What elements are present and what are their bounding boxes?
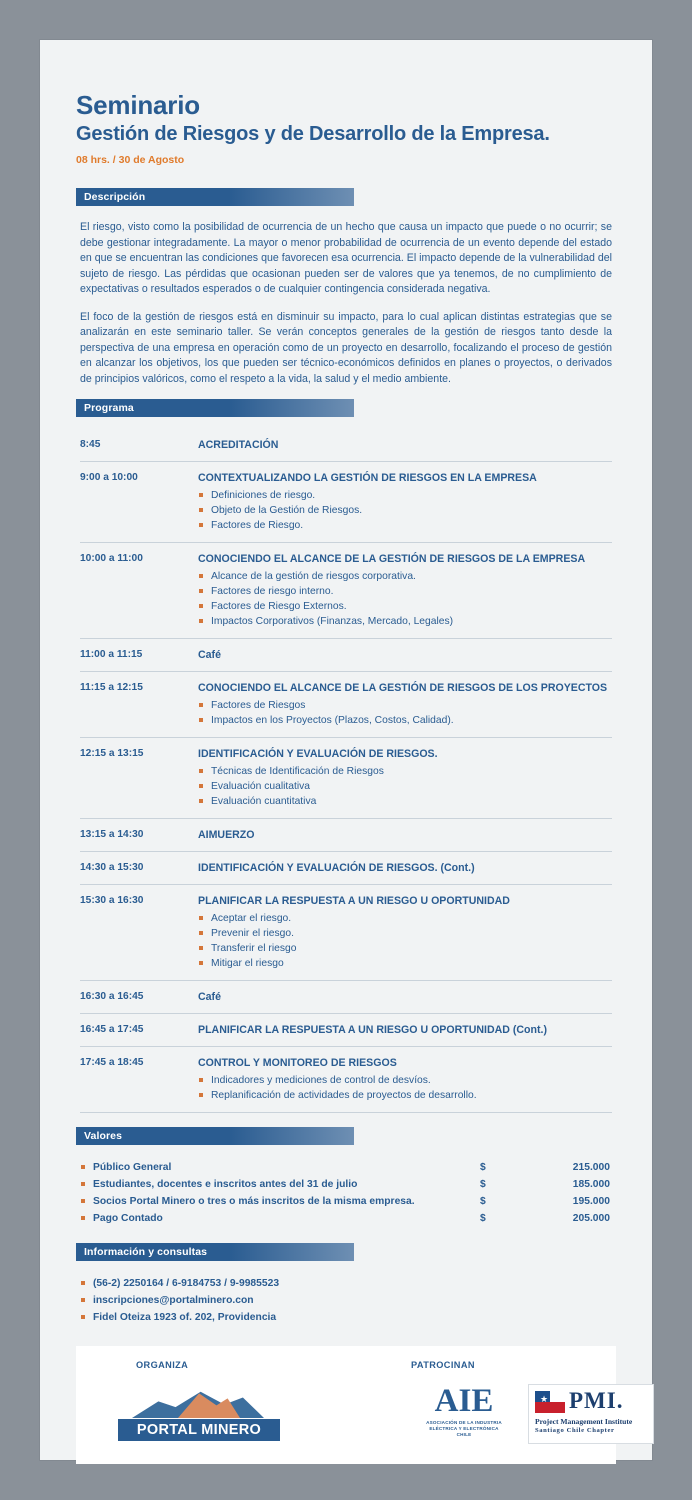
- programa-row-time: 12:15 a 13:15: [80, 748, 144, 759]
- programa-row: [80, 981, 612, 1014]
- valores-row: [80, 1210, 612, 1227]
- flag-white-band: [550, 1391, 565, 1402]
- aie-line-1: ASOCIACIÓN DE LA INDUSTRIA: [426, 1420, 502, 1425]
- valores-amount: 215.000: [572, 1162, 610, 1173]
- programa-item: Factores de riesgo interno.: [198, 584, 612, 599]
- event-datetime: 08 hrs. / 30 de Agosto: [76, 154, 185, 166]
- programa-item: Prevenir el riesgo.: [198, 926, 612, 941]
- programa-row: [80, 429, 612, 462]
- programa-row-body: [198, 861, 612, 875]
- programa-row-time: 9:00 a 10:00: [80, 472, 138, 483]
- programa-row: [80, 462, 612, 543]
- section-label-programa: Programa: [84, 402, 134, 414]
- valores-currency: $: [480, 1196, 486, 1207]
- informacion-list: [52, 1261, 640, 1326]
- valores-amount: 185.000: [572, 1179, 610, 1190]
- programa-row-heading: CONOCIENDO EL ALCANCE DE LA GESTIÓN DE RIESGOS DE LOS PROYECTOS: [198, 682, 608, 694]
- aie-line-2: ELÉCTRICA Y ELECTRÓNICA: [429, 1426, 499, 1431]
- programa-row-heading: AIMUERZO: [198, 829, 255, 841]
- valores-label: Estudiantes, docentes e inscritos antes del 31 de julio: [80, 1176, 480, 1193]
- page-title: Seminario: [76, 90, 200, 120]
- programa-row-body: [198, 1056, 612, 1103]
- poster-content: [52, 52, 640, 1448]
- valores-amount: 195.000: [572, 1196, 610, 1207]
- programa-row: [80, 819, 612, 852]
- organiza-label: ORGANIZA: [136, 1360, 189, 1370]
- valores-currency: $: [480, 1179, 486, 1190]
- portal-minero-wordmark: [118, 1419, 280, 1441]
- programa-row-items: [198, 488, 612, 533]
- programa-item: Impactos Corporativos (Finanzas, Mercado, Legales): [198, 614, 612, 629]
- programa-item: Indicadores y mediciones de control de desvíos.: [198, 1073, 612, 1088]
- informacion-item[interactable]: inscripciones@portalminero.con: [80, 1292, 612, 1309]
- programa-item: Mitigar el riesgo: [198, 956, 612, 971]
- informacion-item: Fidel Oteiza 1923 of. 202, Providencia: [80, 1309, 612, 1326]
- programa-row-items: [198, 911, 612, 971]
- section-label-informacion: Información y consultas: [84, 1246, 208, 1258]
- page-subtitle: Gestión de Riesgos y de Desarrollo de la Empresa.: [76, 123, 550, 145]
- programa-row: [80, 1014, 612, 1047]
- programa-item: Transferir el riesgo: [198, 941, 612, 956]
- programa-row-heading: Café: [198, 991, 221, 1003]
- descripcion-section: [52, 188, 640, 206]
- portal-minero-text: PORTAL MINERO: [136, 1422, 262, 1438]
- programa-row-heading: Café: [198, 649, 221, 661]
- programa-row: [80, 672, 612, 738]
- informacion-item: (56-2) 2250164 / 6-9184753 / 9-9985523: [80, 1275, 612, 1292]
- valores-table: [52, 1145, 640, 1227]
- programa-row-heading: IDENTIFICACIÓN Y EVALUACIÓN DE RIESGOS. (Cont.): [198, 862, 475, 874]
- programa-row-time: 11:00 a 11:15: [80, 649, 143, 660]
- valores-amount: 205.000: [572, 1213, 610, 1224]
- programa-row-time: 14:30 a 15:30: [80, 862, 144, 873]
- valores-row: [80, 1176, 612, 1193]
- aie-logo: [416, 1382, 512, 1448]
- pmi-chapter: Santiago Chile Chapter: [535, 1427, 615, 1434]
- programa-row-heading: ACREDITACIÓN: [198, 439, 279, 451]
- programa-row-heading: CONOCIENDO EL ALCANCE DE LA GESTIÓN DE RIESGOS DE LA EMPRESA: [198, 553, 586, 565]
- programa-row-time: 15:30 a 16:30: [80, 895, 144, 906]
- portal-minero-logo: [118, 1386, 280, 1444]
- aie-monogram: AIE: [434, 1383, 494, 1419]
- programa-item: Técnicas de Identificación de Riesgos: [198, 764, 612, 779]
- programa-row-body: [198, 894, 612, 971]
- programa-row-body: [198, 990, 612, 1004]
- programa-row-body: [198, 1023, 612, 1037]
- programa-row-body: [198, 828, 612, 842]
- valores-row: [80, 1193, 612, 1210]
- programa-row-items: [198, 764, 612, 809]
- programa-row-heading: CONTROL Y MONITOREO DE RIESGOS: [198, 1057, 397, 1069]
- programa-row-items: [198, 1073, 612, 1103]
- informacion-section: [52, 1243, 640, 1261]
- programa-item: Factores de Riesgo Externos.: [198, 599, 612, 614]
- aie-line-3: CHILE: [456, 1432, 472, 1437]
- programa-row-items: [198, 569, 612, 629]
- section-label-valores: Valores: [84, 1130, 123, 1142]
- programa-row-heading: PLANIFICAR LA RESPUESTA A UN RIESGO U OPORTUNIDAD (Cont.): [198, 1024, 547, 1036]
- programa-row-time: 17:45 a 18:45: [80, 1057, 144, 1068]
- programa-section: [52, 399, 640, 417]
- valores-currency: $: [480, 1213, 486, 1224]
- programa-row-heading: CONTEXTUALIZANDO LA GESTIÓN DE RIESGOS EN LA EMPRESA: [198, 472, 537, 484]
- programa-row-body: [198, 681, 612, 728]
- programa-row-items: [198, 698, 612, 728]
- valores-section: [52, 1127, 640, 1145]
- programa-row-time: 13:15 a 14:30: [80, 829, 144, 840]
- programa-row-body: [198, 471, 612, 533]
- programa-row: [80, 1047, 612, 1113]
- programa-row: [80, 738, 612, 819]
- programa-item: Factores de Riesgos: [198, 698, 612, 713]
- pmi-name: Project Management Institute: [535, 1417, 633, 1426]
- programa-row-heading: PLANIFICAR LA RESPUESTA A UN RIESGO U OPORTUNIDAD: [198, 895, 510, 907]
- programa-row: [80, 852, 612, 885]
- pmi-logo: [528, 1384, 654, 1444]
- pmi-monogram: PMI.: [569, 1388, 624, 1413]
- programa-item: Evaluación cuantitativa: [198, 794, 612, 809]
- flag-star-icon: ★: [540, 1394, 549, 1404]
- logos-panel: [76, 1346, 633, 1464]
- programa-row-body: [198, 552, 612, 629]
- programa-item: Objeto de la Gestión de Riesgos.: [198, 503, 612, 518]
- poster-sheet: [40, 40, 652, 1460]
- programa-row: [80, 543, 612, 639]
- programa-row: [80, 639, 612, 672]
- programa-row-time: 11:15 a 12:15: [80, 682, 143, 693]
- programa-item: Aceptar el riesgo.: [198, 911, 612, 926]
- programa-item: Impactos en los Proyectos (Plazos, Costos, Calidad).: [198, 713, 612, 728]
- patrocinan-label: PATROCINAN: [411, 1360, 475, 1370]
- programa-row-heading: IDENTIFICACIÓN Y EVALUACIÓN DE RIESGOS.: [198, 748, 438, 760]
- section-label-descripcion: Descripción: [84, 191, 146, 203]
- programa-row-body: [198, 648, 612, 662]
- programa-item: Replanificación de actividades de proyectos de desarrollo.: [198, 1088, 612, 1103]
- valores-currency: $: [480, 1162, 486, 1173]
- programa-row-body: [198, 747, 612, 809]
- valores-label: Socios Portal Minero o tres o más inscritos de la misma empresa.: [80, 1193, 480, 1210]
- programa-row-time: 8:45: [80, 439, 101, 450]
- descripcion-body: [52, 206, 640, 387]
- programa-row-time: 10:00 a 11:00: [80, 553, 143, 564]
- valores-label: Público General: [80, 1159, 480, 1176]
- programa-row-time: 16:45 a 17:45: [80, 1024, 144, 1035]
- section-header-descripcion: [76, 188, 354, 206]
- section-header-informacion: [76, 1243, 354, 1261]
- valores-label: Pago Contado: [80, 1210, 480, 1227]
- valores-row: [80, 1159, 612, 1176]
- programa-row-time: 16:30 a 16:45: [80, 991, 144, 1002]
- section-header-valores: [76, 1127, 354, 1145]
- poster-header: [52, 52, 640, 166]
- programa-table: [52, 417, 640, 1113]
- programa-item: Definiciones de riesgo.: [198, 488, 612, 503]
- programa-item: Alcance de la gestión de riesgos corporativa.: [198, 569, 612, 584]
- descripcion-paragraph: El riesgo, visto como la posibilidad de ocurrencia de un hecho que causa un impacto que puede o no ocurrir; se debe gestionar integradamente. La mayor o menor probabilidad de ocurrencia de un evento depende del estado en que se encuentran las condiciones que favorecen esa ocurrencia. El impacto depende de la vulnerabilidad del sujeto de riesgo. Las pérdidas que ocasionan pueden ser de valores que ya tenemos, de no cumplimiento de expectativas o resultados esperados o de cualquier contingencia considerada negativa.: [80, 221, 612, 295]
- descripcion-paragraph: El foco de la gestión de riesgos está en disminuir su impacto, para lo cual aplican distintas estrategias que se analizarán en este seminario taller. Se verán conceptos generales de la gestión de riesgos tanto desde la perspectiva de una empresa en operación como de un proyecto en desarrollo, focalizando el proceso de gestión en alcanzar los objetivos, los que pueden ser técnico-económicos definidos en planes o proyectos, o derivados de principios valóricos, como el respeto a la vida, la salud y el medio ambiente.: [80, 310, 612, 385]
- programa-row-body: [198, 438, 612, 452]
- programa-row: [80, 885, 612, 981]
- section-header-programa: [76, 399, 354, 417]
- programa-item: Evaluación cualitativa: [198, 779, 612, 794]
- programa-item: Factores de Riesgo.: [198, 518, 612, 533]
